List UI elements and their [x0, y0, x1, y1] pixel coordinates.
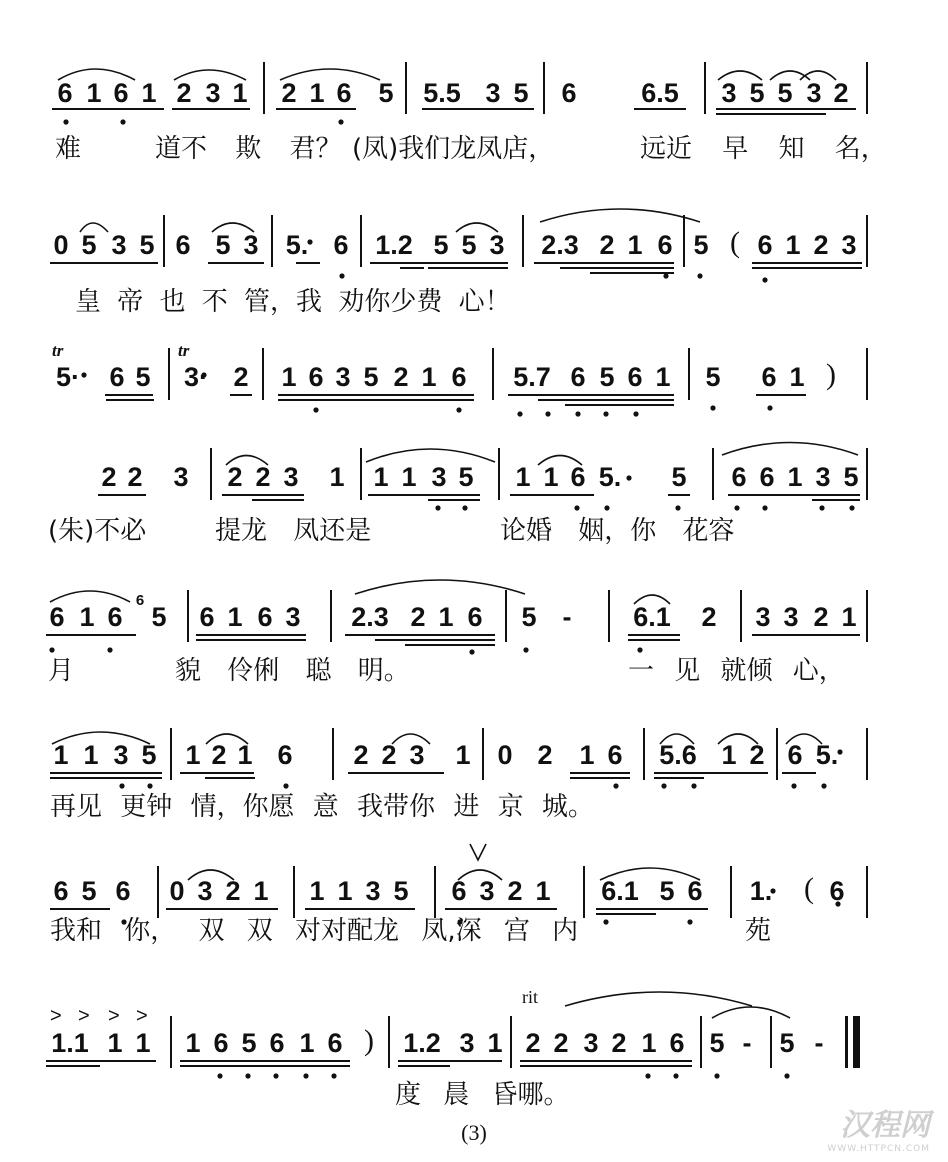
note: 3	[479, 876, 495, 906]
note: 1	[627, 230, 643, 260]
note: 3	[431, 462, 447, 492]
note: 2	[233, 362, 249, 392]
note: 1	[438, 602, 454, 632]
lyric: 难	[55, 134, 82, 164]
note: 1	[401, 462, 417, 492]
note: 0	[169, 876, 185, 906]
note: 5.	[598, 462, 622, 492]
note: 1	[543, 462, 559, 492]
watermark-text: 汉程网	[840, 1108, 930, 1143]
note: 5	[81, 230, 97, 260]
accent-mark: >	[50, 1005, 62, 1027]
accent-mark: >	[78, 1005, 90, 1027]
note: 6	[53, 876, 69, 906]
note: -	[562, 602, 572, 632]
note: 5	[709, 1028, 725, 1058]
lyric: 论婚 姻，你 花容	[500, 516, 735, 546]
note: 2	[393, 362, 409, 392]
note: 2	[813, 602, 829, 632]
note: 1	[185, 740, 201, 770]
note: 3	[815, 462, 831, 492]
note: 6.1	[601, 876, 639, 906]
note: 6	[759, 462, 775, 492]
note: 6	[109, 362, 125, 392]
note: 6	[213, 1028, 229, 1058]
note: 2.3	[541, 230, 579, 260]
note: 1	[641, 1028, 657, 1058]
note: 6	[308, 362, 324, 392]
note: 3	[205, 78, 221, 108]
note: 2.3	[351, 602, 389, 632]
note: 1	[237, 740, 253, 770]
note: 5	[215, 230, 231, 260]
note: 5	[777, 78, 793, 108]
note: 6	[107, 602, 123, 632]
note: 1	[281, 362, 297, 392]
note: 6.5	[641, 78, 679, 108]
note: 3	[283, 462, 299, 492]
lyric: 度 晨 昏哪。	[395, 1080, 570, 1110]
note: 3	[721, 78, 737, 108]
lyric: (朱)不必	[48, 516, 147, 546]
watermark	[827, 1100, 930, 1154]
note: 1	[79, 602, 95, 632]
note: 5	[843, 462, 859, 492]
note: 5	[458, 462, 474, 492]
lyric: 我和 你， 双 双 对对配龙 凤,深 宫 内	[50, 916, 579, 946]
note: 6	[627, 362, 643, 392]
note: 5	[671, 462, 687, 492]
note: 5	[151, 602, 167, 632]
note: 1	[185, 1028, 201, 1058]
ritardando-mark: rit	[522, 987, 538, 1007]
note: 6	[731, 462, 747, 492]
lyric: 月	[48, 656, 75, 686]
note: 2	[255, 462, 271, 492]
note: 1	[721, 740, 737, 770]
note: 6	[757, 230, 773, 260]
note: 5.7	[513, 362, 551, 392]
note: 5	[599, 362, 615, 392]
note: 3	[783, 602, 799, 632]
note: 0	[53, 230, 69, 260]
note: 2	[507, 876, 523, 906]
note: 1	[787, 462, 803, 492]
note: 6	[829, 876, 845, 906]
note: 1	[329, 462, 345, 492]
note: 3	[409, 740, 425, 770]
watermark-url: WWW.HTTPCN.COM	[827, 1144, 930, 1154]
note: 5	[241, 1028, 257, 1058]
note: 6	[570, 362, 586, 392]
note: 5	[461, 230, 477, 260]
note: 3	[755, 602, 771, 632]
note: 2	[599, 230, 615, 260]
accent-mark: >	[108, 1005, 120, 1027]
note: 5	[705, 362, 721, 392]
note: 6	[327, 1028, 343, 1058]
note: 5.	[285, 230, 309, 260]
note: 2	[537, 740, 553, 770]
note: 6	[561, 78, 577, 108]
note: 5.5	[423, 78, 461, 108]
note: 1	[579, 740, 595, 770]
note: 3	[485, 78, 501, 108]
note: 1.2	[375, 230, 413, 260]
note: 1	[135, 1028, 151, 1058]
grace-note: 6	[135, 592, 145, 609]
lyric: 苑	[745, 916, 772, 946]
note: 6	[175, 230, 191, 260]
note: 0	[497, 740, 513, 770]
note: 2	[227, 462, 243, 492]
note: 6	[787, 740, 803, 770]
note: 2	[833, 78, 849, 108]
note: 3	[243, 230, 259, 260]
accent-mark: >	[136, 1005, 148, 1027]
note: 3	[285, 602, 301, 632]
note: 1	[841, 602, 857, 632]
note: 3	[489, 230, 505, 260]
note: 1	[253, 876, 269, 906]
note: 5	[749, 78, 765, 108]
note: 6	[451, 362, 467, 392]
note: 1	[227, 602, 243, 632]
note: 2	[553, 1028, 569, 1058]
note: 3	[173, 462, 189, 492]
note: 2	[749, 740, 765, 770]
note: 3	[459, 1028, 475, 1058]
note: 6	[277, 740, 293, 770]
lyric: (凤)我们龙凤店，	[352, 134, 555, 164]
lyric: 远近 早 知 名，	[640, 134, 887, 164]
note: 5	[433, 230, 449, 260]
note: 1	[455, 740, 471, 770]
note: 2	[701, 602, 717, 632]
paren-close: )	[826, 358, 836, 391]
note: 1	[309, 876, 325, 906]
note: 2	[381, 740, 397, 770]
note: 6	[269, 1028, 285, 1058]
note: 5	[779, 1028, 795, 1058]
note: 3	[583, 1028, 599, 1058]
note: 6	[336, 78, 352, 108]
note: 5	[521, 602, 537, 632]
note: 1	[232, 78, 248, 108]
lyric: 一 见 就倾 心，	[628, 656, 845, 686]
note: 6	[607, 740, 623, 770]
note: 2	[101, 462, 117, 492]
note: 5	[363, 362, 379, 392]
note: 1	[487, 1028, 503, 1058]
trill-mark: tr	[178, 341, 190, 360]
note: 6	[199, 602, 215, 632]
note: 5	[393, 876, 409, 906]
note: 2	[127, 462, 143, 492]
note: 1	[789, 362, 805, 392]
note: 2	[281, 78, 297, 108]
note: 5	[693, 230, 709, 260]
note: 1	[309, 78, 325, 108]
note: 3	[111, 230, 127, 260]
note: 1	[337, 876, 353, 906]
paren-open: (	[804, 872, 814, 905]
note: 5	[139, 230, 155, 260]
note: 3	[806, 78, 822, 108]
note: 1	[515, 462, 531, 492]
note: 1.	[749, 876, 773, 906]
note: -	[814, 1028, 824, 1058]
note: 3	[335, 362, 351, 392]
note: 1	[655, 362, 671, 392]
note: 3	[113, 740, 129, 770]
note: 5	[81, 876, 97, 906]
note: 6	[115, 876, 131, 906]
note: 6	[570, 462, 586, 492]
note: 2	[225, 876, 241, 906]
note: 5.6	[659, 740, 697, 770]
note: 6	[257, 602, 273, 632]
note: 1	[535, 876, 551, 906]
lyric: 貌 伶俐 聪 明。	[175, 656, 410, 686]
note: 3·	[183, 362, 208, 392]
note: 6	[113, 78, 129, 108]
note: -	[742, 1028, 752, 1058]
note: 6	[467, 602, 483, 632]
note: 5·	[55, 362, 80, 392]
note: 3	[197, 876, 213, 906]
note: 6.1	[633, 602, 671, 632]
note: 2	[611, 1028, 627, 1058]
note: 6	[49, 602, 65, 632]
lyric: 皇 帝 也 不 管，我 劝你少费 心！	[75, 287, 511, 317]
note: 5	[378, 78, 394, 108]
lyric: 再见 更钟 情，你愿 意 我带你 进 京 城。	[50, 792, 594, 822]
note: 5	[141, 740, 157, 770]
trill-mark: tr	[52, 341, 64, 360]
note: 6	[669, 1028, 685, 1058]
note: 1	[141, 78, 157, 108]
note: 3	[365, 876, 381, 906]
note: 5.	[815, 740, 839, 770]
note: 6	[761, 362, 777, 392]
note: 2	[813, 230, 829, 260]
note: 1	[373, 462, 389, 492]
note: 6	[333, 230, 349, 260]
note: 1	[785, 230, 801, 260]
note: 6	[57, 78, 73, 108]
note: 5	[659, 876, 675, 906]
note: 6	[687, 876, 703, 906]
paren-open: (	[730, 226, 740, 259]
note: 1	[299, 1028, 315, 1058]
note: 1	[53, 740, 69, 770]
note: 5	[135, 362, 151, 392]
note: 2	[525, 1028, 541, 1058]
note: 1	[86, 78, 102, 108]
note: 1	[421, 362, 437, 392]
note: 2	[353, 740, 369, 770]
note: 1.1	[51, 1028, 89, 1058]
note: 2	[211, 740, 227, 770]
note: 5	[513, 78, 529, 108]
note: 2	[410, 602, 426, 632]
page-number: (3)	[461, 1120, 487, 1145]
note: 1	[83, 740, 99, 770]
note: 6	[657, 230, 673, 260]
note: 6	[451, 876, 467, 906]
paren-close: )	[364, 1024, 374, 1057]
lyric: 道不 欺 君？	[155, 134, 342, 164]
note: 1.2	[403, 1028, 441, 1058]
note: 3	[841, 230, 857, 260]
note: 1	[107, 1028, 123, 1058]
lyric: 提龙 凤还是	[215, 516, 372, 546]
note: 2	[176, 78, 192, 108]
